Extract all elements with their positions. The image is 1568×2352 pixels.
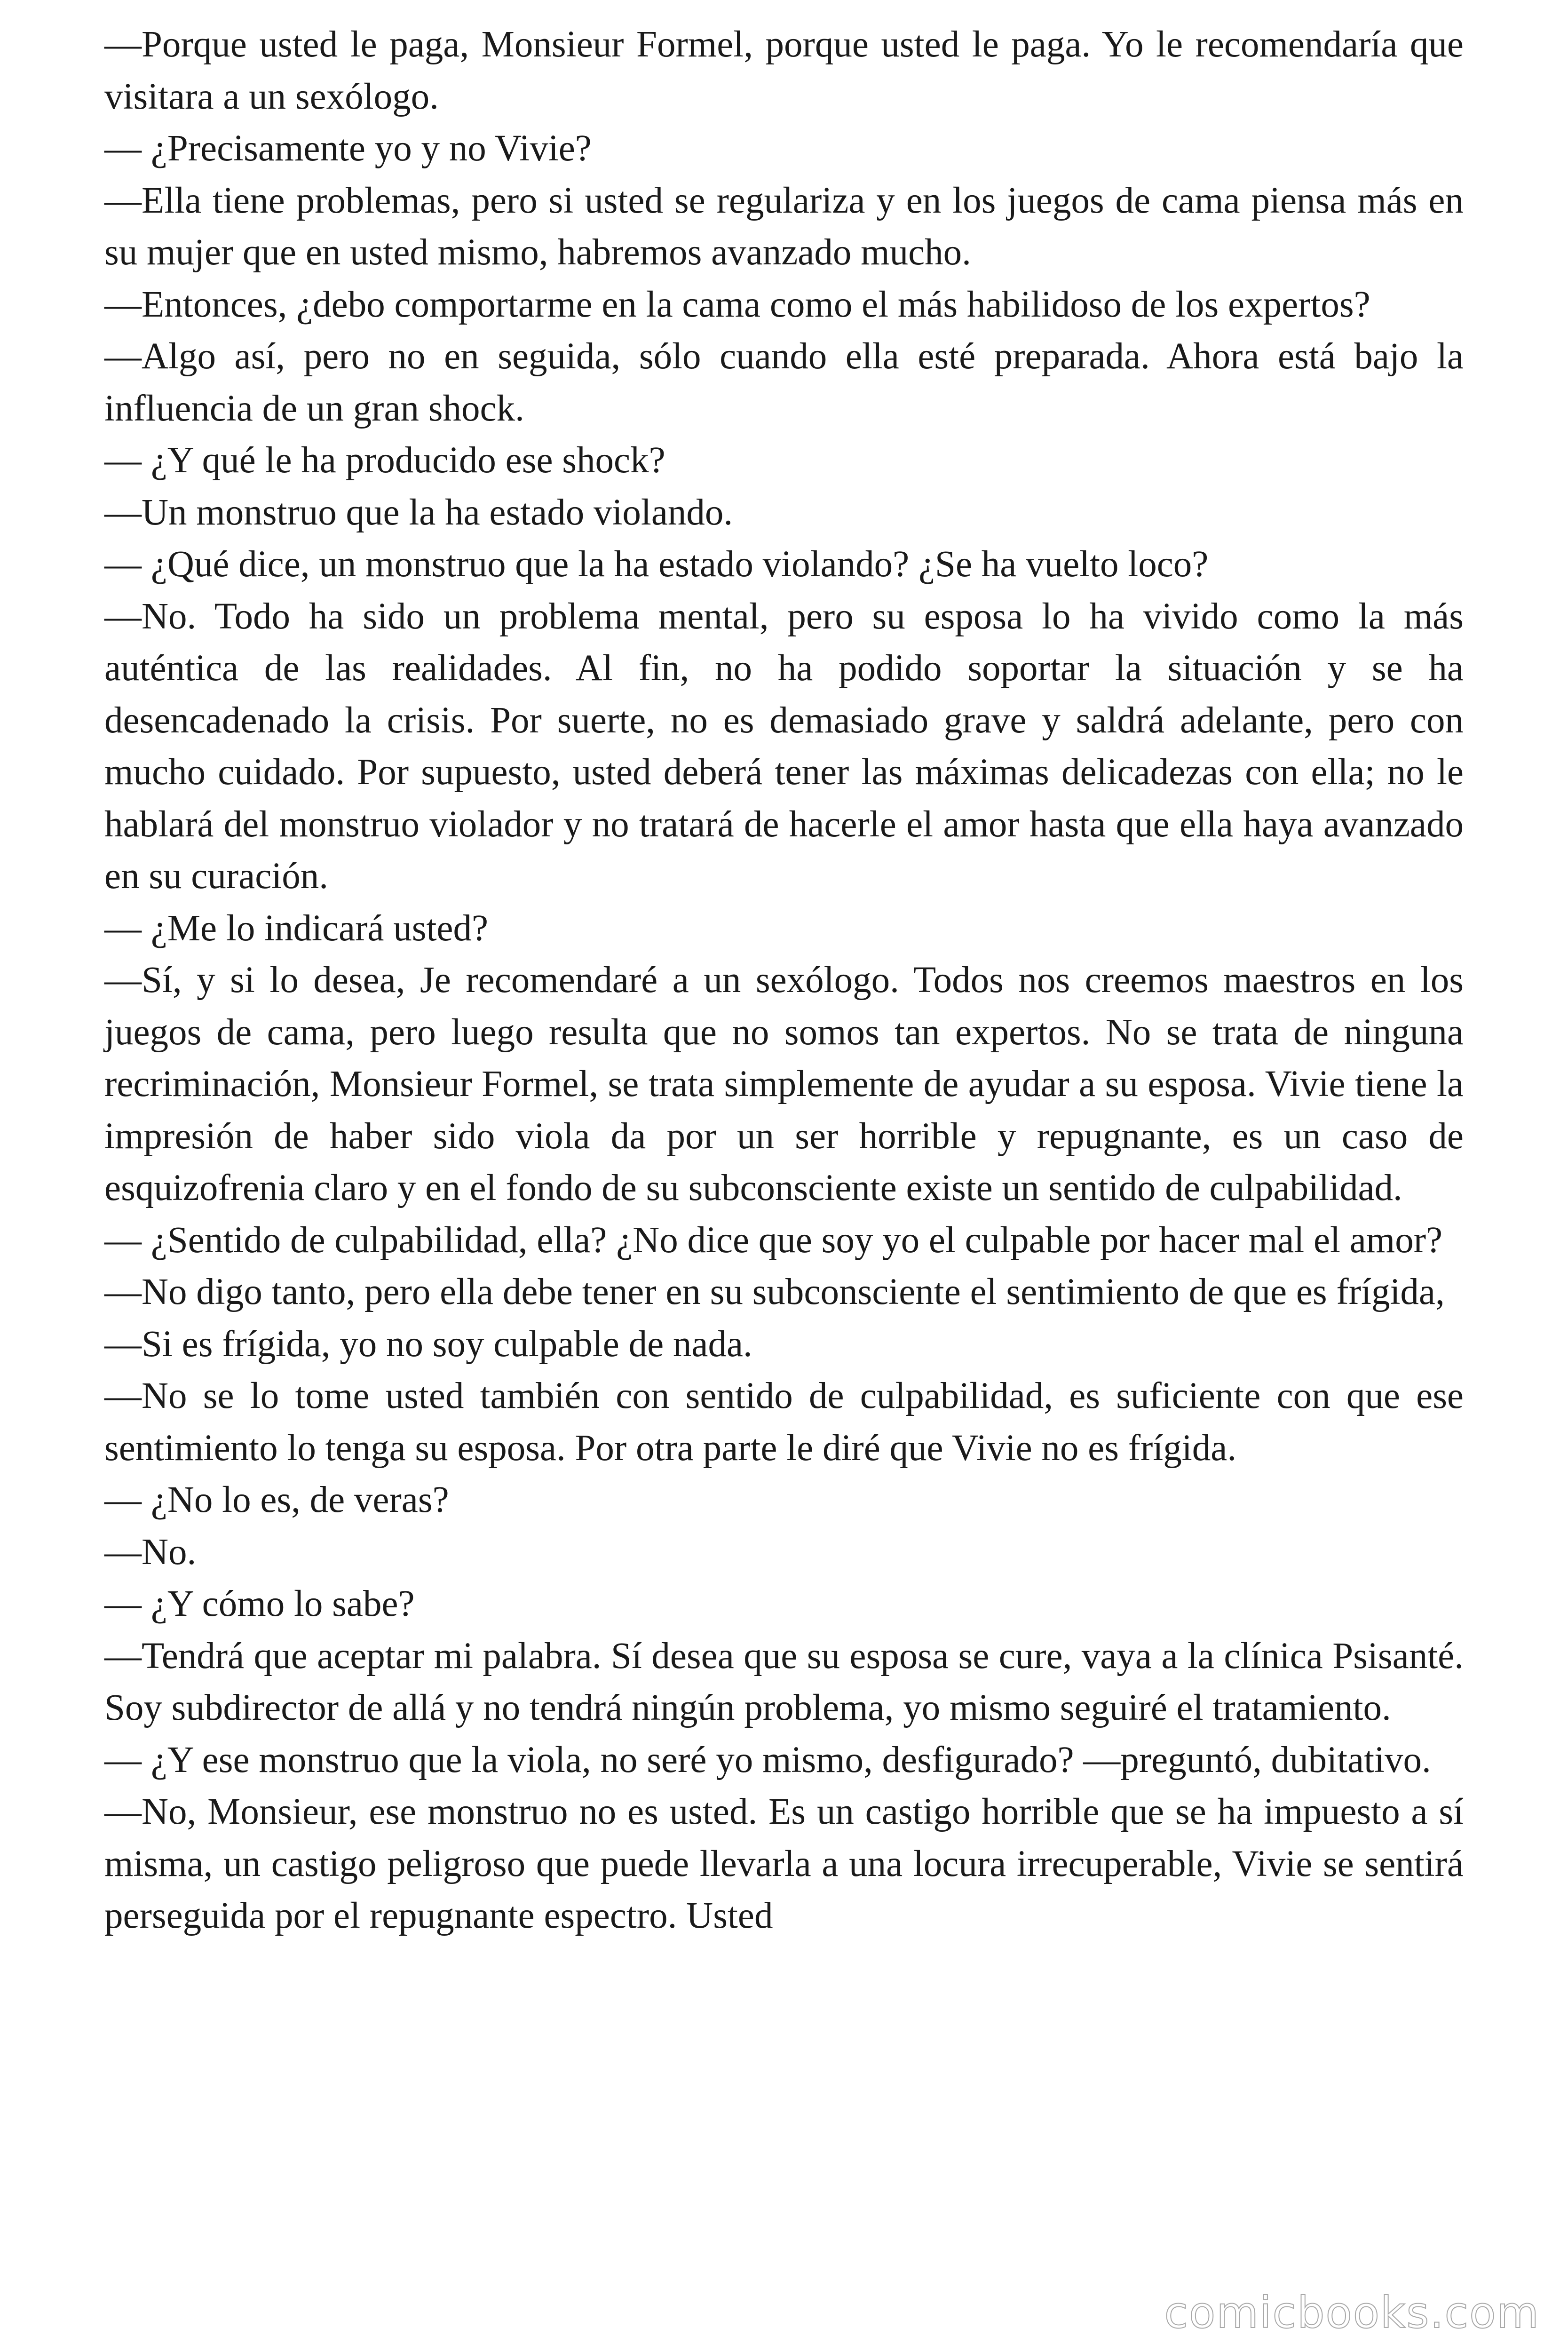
paragraph: — ¿Sentido de culpabilidad, ella? ¿No dice que soy yo el culpable por hacer mal el amor? <box>104 1219 1443 1261</box>
paragraph: —Entonces, ¿debo comportarme en la cama como el más habilidoso de los expertos? <box>104 284 1370 325</box>
paragraph: — ¿Y cómo lo sabe? <box>104 1583 415 1624</box>
paragraph: — ¿Precisamente yo y no Vivie? <box>104 128 592 169</box>
watermark: comicbooks.com <box>1164 2288 1540 2338</box>
paragraph: —No se lo tome usted también con sentido de culpabilidad, es suficiente con que ese sentimiento lo tenga su esposa. Por otra parte le diré que Vivie no es frígida. <box>104 1375 1464 1469</box>
paragraph: —Tendrá que aceptar mi palabra. Sí desea que su esposa se cure, vaya a la clínica Psisanté. Soy subdirector de allá y no tendrá ningún problema, yo mismo seguiré el tratamiento. <box>104 1635 1464 1728</box>
paragraph: — ¿Qué dice, un monstruo que la ha estado violando? ¿Se ha vuelto loco? <box>104 544 1209 585</box>
paragraph: —No. <box>104 1531 197 1573</box>
page-text <box>104 19 1464 1942</box>
paragraph: — ¿No lo es, de veras? <box>104 1479 449 1520</box>
paragraph: —No digo tanto, pero ella debe tener en su subconsciente el sentimiento de que es frígida, <box>104 1271 1445 1312</box>
paragraph: —Porque usted le paga, Monsieur Formel, porque usted le paga. Yo le recomendaría que visitara a un sexólogo. <box>104 24 1464 117</box>
paragraph: —Ella tiene problemas, pero si usted se regulariza y en los juegos de cama piensa más en su mujer que en usted mismo, habremos avanzado mucho. <box>104 180 1464 273</box>
paragraph: —Si es frígida, yo no soy culpable de nada. <box>104 1323 752 1365</box>
paragraph: — ¿Y ese monstruo que la viola, no seré yo mismo, desfigurado? —preguntó, dubitativo. <box>104 1739 1431 1780</box>
paragraph: —No. Todo ha sido un problema mental, pero su esposa lo ha vivido como la más auténtica de las realidades. Al fin, no ha podido soportar la situación y se ha desencadenado la crisis. Por suerte, no es demasiado grave y saldrá adelante, pero con mucho cuidado. Por supuesto, usted deberá tener las máximas delicadezas con ella; no le hablará del monstruo violador y no tratará de hacerle el amor hasta que ella haya avanzado en su curación. <box>104 596 1464 897</box>
paragraph: —Algo así, pero no en seguida, sólo cuando ella esté preparada. Ahora está bajo la influencia de un gran shock. <box>104 336 1464 429</box>
paragraph: —No, Monsieur, ese monstruo no es usted. Es un castigo horrible que se ha impuesto a sí misma, un castigo peligroso que puede llevarla a una locura irrecuperable, Vivie se sentirá perseguida por el repugnante espectro. Usted <box>104 1791 1464 1936</box>
paragraph: — ¿Me lo indicará usted? <box>104 907 489 949</box>
paragraph: —Sí, y si lo desea, Je recomendaré a un sexólogo. Todos nos creemos maestros en los juegos de cama, pero luego resulta que no somos tan expertos. No se trata de ninguna recriminación, Monsieur Formel, se trata simplemente de ayudar a su esposa. Vivie tiene la impresión de haber sido viola da por un ser horrible y repugnante, es un caso de esquizofrenia claro y en el fondo de su subconsciente existe un sentido de culpabilidad. <box>104 960 1464 1208</box>
paragraph: —Un monstruo que la ha estado violando. <box>104 492 733 533</box>
paragraph: — ¿Y qué le ha producido ese shock? <box>104 440 665 481</box>
